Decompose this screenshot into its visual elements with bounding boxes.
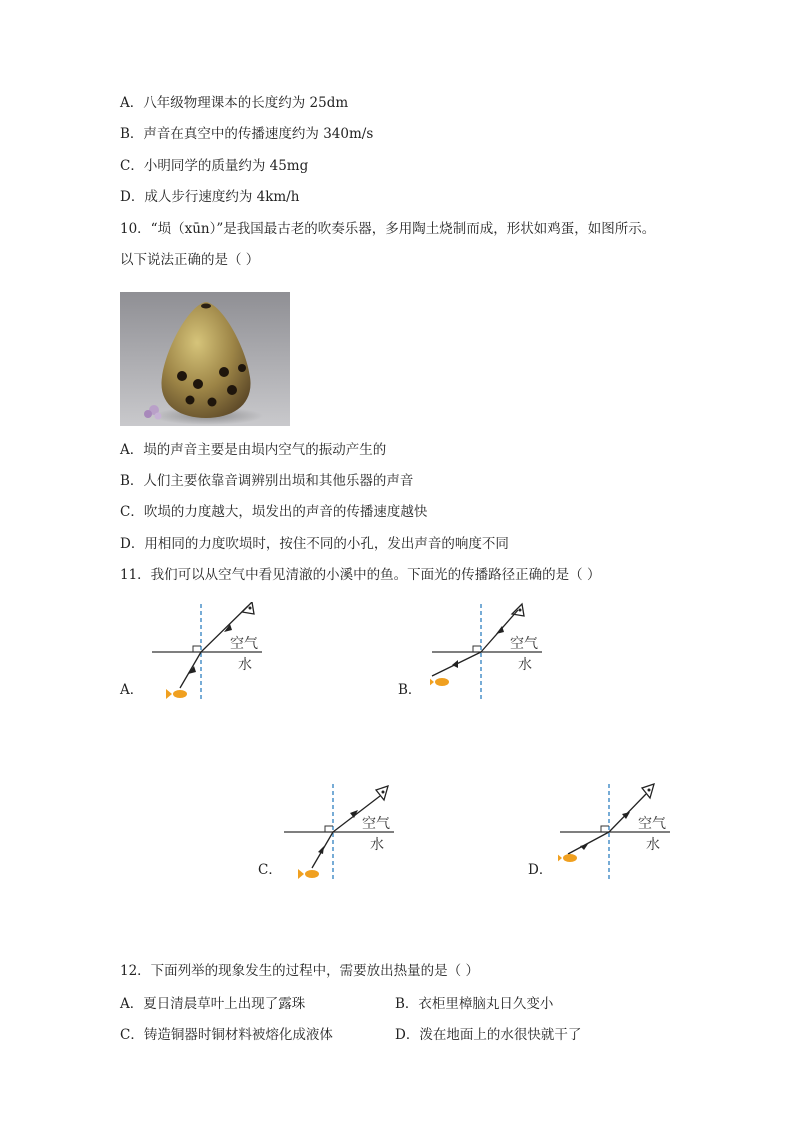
q12-option-c: C．铸造铜器时铜材料被熔化成液体 xyxy=(120,1027,333,1043)
fish-icon xyxy=(430,677,449,687)
q10-option-c: C．吹埙的力度越大，埙发出的声音的传播速度越快 xyxy=(120,504,428,520)
ray-water xyxy=(180,652,201,688)
q10-option-d: D．用相同的力度吹埙时，按住不同的小孔，发出声音的响度不同 xyxy=(120,536,509,552)
fish-icon xyxy=(558,853,577,863)
fish-icon xyxy=(298,869,319,879)
q11-diagram-b xyxy=(430,602,550,704)
air-label: 空气 xyxy=(510,636,538,652)
air-label: 空气 xyxy=(638,816,666,832)
q12-option-b: B．衣柜里樟脑丸日久变小 xyxy=(395,996,554,1012)
q11-diagram-c xyxy=(282,782,402,884)
q12-stem: 12．下面列举的现象发生的过程中，需要放出热量的是（ ） xyxy=(120,963,479,979)
water-label: 水 xyxy=(518,657,532,673)
q11-option-d-label: D． xyxy=(528,862,553,878)
q10-option-a: A．埙的声音主要是由埙内空气的振动产生的 xyxy=(120,442,387,458)
right-angle-mark xyxy=(601,826,609,832)
q9-option-d: D．成人步行速度约为 4km/h xyxy=(120,189,300,205)
water-label: 水 xyxy=(646,837,660,853)
q11-diagram-d xyxy=(558,782,678,884)
q11-stem: 11．我们可以从空气中看见清澈的小溪中的鱼。下面光的传播路径正确的是（ ） xyxy=(120,567,601,583)
q9-option-c: C．小明同学的质量约为 45mg xyxy=(120,158,309,174)
air-label: 空气 xyxy=(230,636,258,652)
fish-icon xyxy=(166,689,187,699)
right-angle-mark xyxy=(473,646,481,652)
q12-option-d: D．泼在地面上的水很快就干了 xyxy=(395,1027,582,1043)
water-label: 水 xyxy=(238,657,252,673)
q9-option-b: B．声音在真空中的传播速度约为 340m/s xyxy=(120,126,374,142)
q11-option-b-label: B． xyxy=(398,682,422,698)
right-angle-mark xyxy=(325,826,333,832)
q11-diagram-a xyxy=(150,602,270,704)
air-label: 空气 xyxy=(362,816,390,832)
q12-option-a: A．夏日清晨草叶上出现了露珠 xyxy=(120,996,306,1012)
q11-option-a-label: A． xyxy=(120,682,144,698)
q10-option-b: B．人们主要依靠音调辨别出埙和其他乐器的声音 xyxy=(120,473,414,489)
eye-icon xyxy=(242,602,254,614)
ray-water xyxy=(568,832,609,854)
q10-stem-line1: 10．“埙（xūn）”是我国最古老的吹奏乐器，多用陶土烧制而成，形状如鸡蛋，如图所示。 xyxy=(120,221,656,237)
ray-arrow xyxy=(318,846,324,854)
q11-option-c-label: C． xyxy=(258,862,282,878)
right-angle-mark xyxy=(193,646,201,652)
water-label: 水 xyxy=(370,837,384,853)
ray-arrow xyxy=(452,660,458,668)
xun-photo xyxy=(120,292,290,426)
q9-option-a: A．八年级物理课本的长度约为 25dm xyxy=(120,95,349,111)
q10-stem-line2: 以下说法正确的是（ ） xyxy=(120,252,260,268)
